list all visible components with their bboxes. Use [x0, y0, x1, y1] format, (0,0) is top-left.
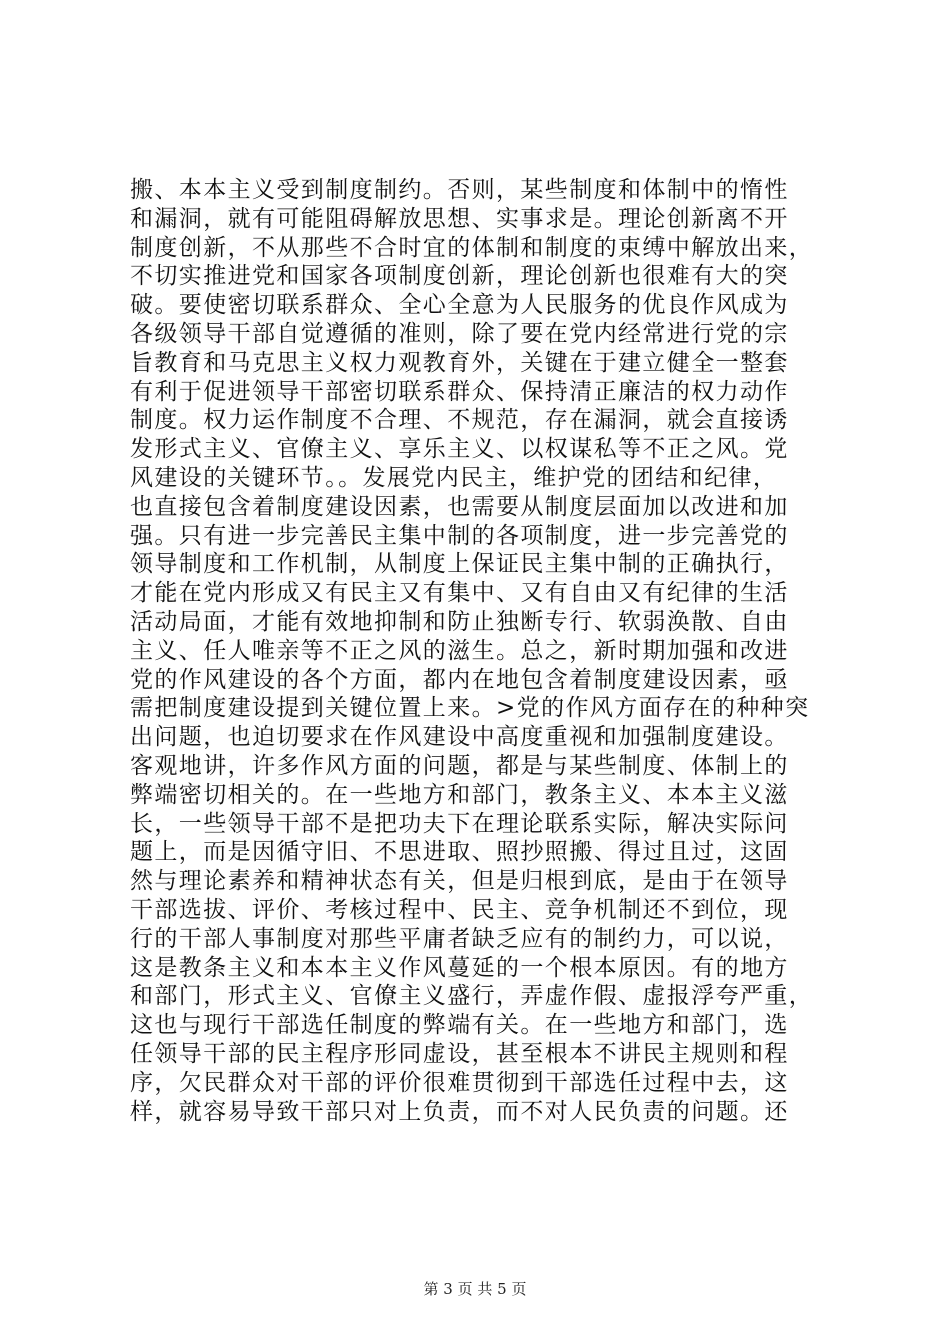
text-line: 任领导干部的民主程序形同虚设，甚至根本不讲民主规则和程: [130, 1040, 789, 1067]
text-line: 然与理论素养和精神状态有关，但是归根到底，是由于在领导: [130, 868, 789, 895]
text-line: 主义、任人唯亲等不正之风的滋生。总之，新时期加强和改进: [130, 637, 789, 664]
text-line: 党的作风建设的各个方面，都内在地包含着制度建设因素，亟: [130, 666, 789, 693]
text-line: 强。只有进一步完善民主集中制的各项制度，进一步完善党的: [130, 522, 789, 549]
text-line: 各级领导干部自觉遵循的准则，除了要在党内经常进行党的宗: [130, 320, 789, 347]
body-text: [130, 176, 850, 1126]
text-line: 才能在党内形成又有民主又有集中、又有自由又有纪律的生活: [130, 580, 789, 607]
text-line: 这是教条主义和本本主义作风蔓延的一个根本原因。有的地方: [130, 954, 789, 981]
text-line: 样，就容易导致干部只对上负责，而不对人民负责的问题。还: [130, 1098, 789, 1125]
text-line: 序，欠民群众对干部的评价很难贯彻到干部选任过程中去，这: [130, 1069, 789, 1096]
text-line: 发形式主义、官僚主义、享乐主义、以权谋私等不正之风。党: [130, 436, 789, 463]
text-line: 风建设的关键环节。。发展党内民主，维护党的团结和纪律，: [130, 464, 778, 491]
text-line: 旨教育和马克思主义权力观教育外，关键在于建立健全一整套: [130, 349, 789, 376]
text-line: 题上，而是因循守旧、不思进取、照抄照搬、得过且过，这固: [130, 839, 789, 866]
text-line: 搬、本本主义受到制度制约。否则，某些制度和体制中的惰性: [130, 177, 789, 203]
text-line: 也直接包含着制度建设因素，也需要从制度层面加以改进和加: [130, 493, 789, 520]
text-line: 制度创新，不从那些不合时宜的体制和制度的束缚中解放出来，: [130, 234, 814, 261]
text-line: 行的干部人事制度对那些平庸者缺乏应有的制约力，可以说，: [130, 925, 789, 952]
text-line: 出问题，也迫切要求在作风建设中高度重视和加强制度建设。: [130, 724, 789, 751]
text-line: 领导制度和工作机制，从制度上保证民主集中制的正确执行，: [130, 551, 789, 578]
text-line: 不切实推进党和国家各项制度创新，理论创新也很难有大的突: [130, 263, 789, 290]
text-line: 这也与现行干部选任制度的弊端有关。在一些地方和部门，选: [130, 1012, 789, 1039]
text-line: 弊端密切相关的。在一些地方和部门，教条主义、本本主义滋: [130, 781, 789, 808]
text-line: 破。要使密切联系群众、全心全意为人民服务的优良作风成为: [130, 292, 789, 319]
text-line: 长，一些领导干部不是把功夫下在理论联系实际，解决实际问: [130, 810, 789, 837]
text-line: 需把制度建设提到关键位置上来。>党的作风方面存在的种种突: [130, 695, 810, 722]
text-line: 活动局面，才能有效地抑制和防止独断专行、软弱涣散、自由: [130, 608, 789, 635]
text-line: 和部门，形式主义、官僚主义盛行，弄虚作假、虚报浮夸严重，: [130, 983, 814, 1010]
text-line: 制度。权力运作制度不合理、不规范，存在漏洞，就会直接诱: [130, 407, 789, 434]
page-footer: 第 3 页 共 5 页: [423, 1280, 527, 1298]
text-line: 客观地讲，许多作风方面的问题，都是与某些制度、体制上的: [130, 752, 789, 779]
text-line: 有利于促进领导干部密切联系群众、保持清正廉洁的权力动作: [130, 378, 789, 405]
text-line: 和漏洞，就有可能阻碍解放思想、实事求是。理论创新离不开: [130, 205, 789, 232]
text-line: 干部选拔、评价、考核过程中、民主、竞争机制还不到位，现: [130, 896, 789, 923]
